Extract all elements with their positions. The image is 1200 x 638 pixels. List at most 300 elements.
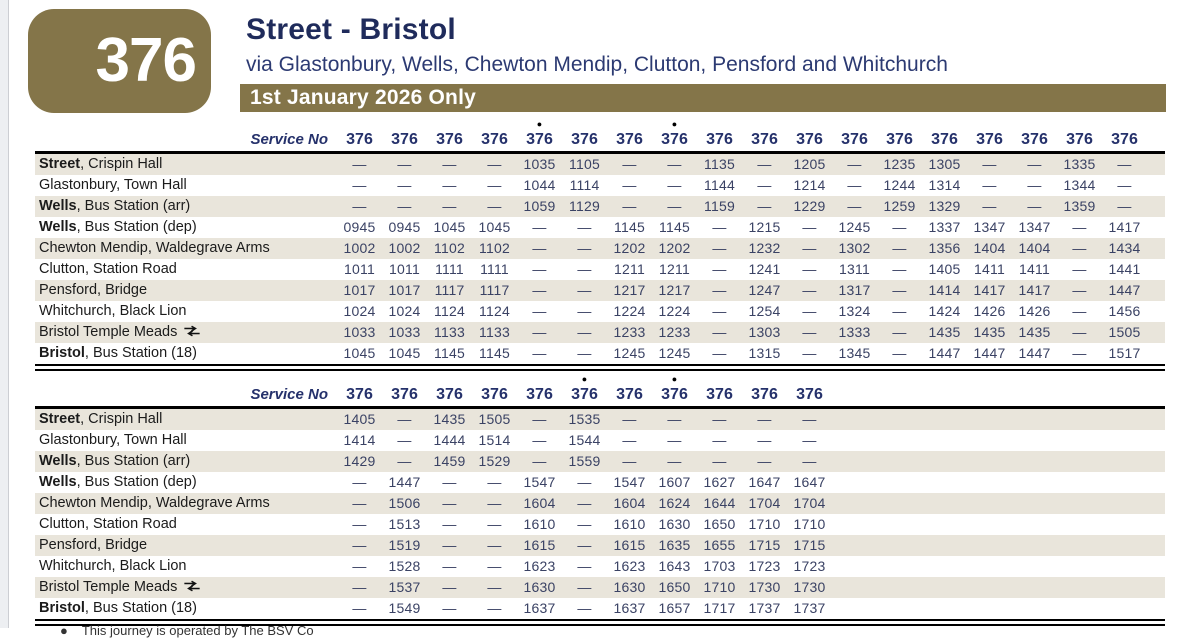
- time-cell: [922, 430, 967, 451]
- dot-empty: [562, 118, 607, 130]
- service-number-cell: 376: [796, 386, 823, 403]
- dot-empty: [337, 373, 382, 385]
- service-number-cell: 376: [661, 386, 688, 403]
- time-cell: 1447: [388, 474, 421, 490]
- time-cell: [877, 430, 922, 451]
- time-cell: 1647: [793, 474, 826, 490]
- time-cell: 1514: [478, 432, 511, 448]
- service-number-header-row: [35, 385, 1165, 409]
- time-cell: —: [532, 303, 547, 319]
- time-cell: 1224: [613, 303, 646, 319]
- time-cell: [1102, 535, 1147, 556]
- dots-spacer: [35, 118, 337, 130]
- stop-name: Bristol Temple Meads: [35, 322, 337, 343]
- time-cell: 1405: [928, 261, 961, 277]
- time-cell: 1424: [928, 303, 961, 319]
- time-cell: —: [352, 177, 367, 193]
- stop-name: Bristol, Bus Station (18): [39, 345, 197, 361]
- time-cell: —: [532, 345, 547, 361]
- time-cell: 1254: [748, 303, 781, 319]
- time-cell: 1105: [569, 156, 600, 172]
- time-cell: 1305: [928, 156, 961, 172]
- time-cell: —: [442, 600, 457, 616]
- time-cell: 1513: [388, 516, 421, 532]
- time-cell: 1102: [434, 240, 465, 256]
- stop-name: Clutton, Station Road: [39, 516, 177, 532]
- time-cell: [1102, 430, 1147, 451]
- time-cell: 1637: [613, 600, 646, 616]
- time-cell: 1704: [748, 495, 781, 511]
- time-cell: [1012, 472, 1057, 493]
- time-cell: [922, 514, 967, 535]
- time-cell: 1217: [613, 282, 646, 298]
- time-cell: —: [532, 411, 547, 427]
- time-cell: 1129: [569, 198, 600, 214]
- time-cell: —: [1072, 345, 1087, 361]
- time-cell: 1623: [523, 558, 556, 574]
- time-cell: —: [442, 198, 457, 214]
- time-cell: —: [712, 303, 727, 319]
- time-cell: 1717: [703, 600, 736, 616]
- stop-row: [35, 238, 1165, 259]
- timetable-morning: [35, 118, 1165, 371]
- time-cell: —: [352, 198, 367, 214]
- time-cell: [877, 451, 922, 472]
- time-cell: [1057, 430, 1102, 451]
- time-cell: 1347: [1018, 219, 1051, 235]
- time-cell: 1347: [973, 219, 1006, 235]
- dot-empty: [967, 373, 1012, 385]
- time-cell: —: [442, 558, 457, 574]
- service-number-cell: [1057, 385, 1102, 406]
- time-cell: 1435: [1018, 324, 1051, 340]
- time-cell: —: [802, 240, 817, 256]
- service-number-cell: 376: [526, 386, 553, 403]
- time-cell: 1505: [478, 411, 511, 427]
- time-cell: —: [1117, 177, 1132, 193]
- service-number-cell: 376: [751, 131, 778, 148]
- time-cell: —: [577, 324, 592, 340]
- time-cell: —: [397, 198, 412, 214]
- time-cell: [1057, 577, 1102, 598]
- service-number-cell: 376: [886, 131, 913, 148]
- time-cell: 1044: [523, 177, 556, 193]
- time-cell: 1447: [928, 345, 961, 361]
- journey-dots-row: [35, 373, 1165, 385]
- stop-row: [35, 343, 1165, 364]
- dot-empty: [742, 118, 787, 130]
- stop-name: Whitchurch, Black Lion: [39, 558, 187, 574]
- stop-row: [35, 472, 1165, 493]
- service-number-cell: 376: [976, 131, 1003, 148]
- time-cell: —: [712, 324, 727, 340]
- time-cell: 1011: [389, 261, 420, 277]
- dot-empty: [607, 118, 652, 130]
- time-cell: 1233: [613, 324, 646, 340]
- time-cell: 1235: [883, 156, 916, 172]
- time-cell: —: [352, 579, 367, 595]
- time-cell: [922, 472, 967, 493]
- stop-row: [35, 598, 1165, 619]
- time-cell: 1033: [388, 324, 421, 340]
- time-cell: 1547: [613, 474, 646, 490]
- time-cell: —: [802, 324, 817, 340]
- time-cell: 1059: [523, 198, 556, 214]
- dot-empty: [1012, 118, 1057, 130]
- journey-dot-icon: ●: [671, 119, 678, 129]
- service-number-cell: 376: [481, 386, 508, 403]
- time-cell: 1214: [793, 177, 826, 193]
- time-cell: 1245: [658, 345, 691, 361]
- time-cell: 1232: [748, 240, 781, 256]
- time-cell: —: [1072, 240, 1087, 256]
- time-cell: 1630: [523, 579, 556, 595]
- time-cell: [832, 430, 877, 451]
- time-cell: 1528: [388, 558, 421, 574]
- time-cell: 1715: [793, 537, 826, 553]
- time-cell: —: [712, 282, 727, 298]
- time-cell: [1057, 493, 1102, 514]
- time-cell: —: [712, 219, 727, 235]
- stop-name: Wells, Bus Station (arr): [39, 198, 191, 214]
- time-cell: —: [892, 240, 907, 256]
- time-cell: —: [487, 558, 502, 574]
- service-number-cell: 376: [571, 386, 598, 403]
- stop-row: [35, 217, 1165, 238]
- time-cell: [877, 472, 922, 493]
- time-cell: —: [892, 261, 907, 277]
- time-cell: —: [1027, 177, 1042, 193]
- time-cell: —: [757, 411, 772, 427]
- time-cell: —: [532, 282, 547, 298]
- time-cell: 1133: [434, 324, 465, 340]
- time-cell: 1537: [388, 579, 421, 595]
- time-cell: 1647: [748, 474, 781, 490]
- stop-name: Pensford, Bridge: [39, 537, 148, 553]
- time-cell: 1610: [613, 516, 646, 532]
- national-rail-icon: [183, 580, 201, 592]
- time-cell: —: [757, 453, 772, 469]
- time-cell: —: [532, 453, 547, 469]
- time-cell: 1627: [703, 474, 736, 490]
- time-cell: 1456: [1108, 303, 1141, 319]
- time-cell: [1102, 577, 1147, 598]
- time-cell: 1737: [793, 600, 826, 616]
- dot-empty: [427, 373, 472, 385]
- time-cell: 1244: [883, 177, 916, 193]
- time-cell: —: [577, 495, 592, 511]
- service-number-cell: 376: [616, 386, 643, 403]
- time-cell: 1637: [523, 600, 556, 616]
- time-cell: —: [397, 453, 412, 469]
- time-cell: 1435: [433, 411, 466, 427]
- time-cell: —: [847, 156, 862, 172]
- time-cell: —: [892, 324, 907, 340]
- time-cell: [922, 409, 967, 430]
- stop-row: [35, 301, 1165, 322]
- time-cell: —: [532, 432, 547, 448]
- time-cell: 1124: [479, 303, 510, 319]
- time-cell: 1114: [569, 177, 600, 193]
- time-cell: 1630: [613, 579, 646, 595]
- time-cell: —: [352, 156, 367, 172]
- time-cell: —: [352, 495, 367, 511]
- time-cell: [922, 535, 967, 556]
- service-no-label: Service No: [250, 131, 328, 148]
- time-cell: —: [712, 432, 727, 448]
- time-cell: —: [667, 156, 682, 172]
- time-cell: 1211: [659, 261, 690, 277]
- time-cell: —: [667, 177, 682, 193]
- dot-empty: [1057, 373, 1102, 385]
- national-rail-icon: [183, 325, 201, 337]
- service-number-cell: 376: [571, 131, 598, 148]
- time-cell: 1435: [928, 324, 961, 340]
- time-cell: [1057, 598, 1102, 619]
- time-cell: [832, 472, 877, 493]
- time-cell: [832, 451, 877, 472]
- time-cell: 1610: [523, 516, 556, 532]
- time-cell: 1111: [435, 261, 464, 277]
- time-cell: —: [487, 516, 502, 532]
- footnote-dot-icon: ●: [60, 623, 68, 638]
- time-cell: [877, 598, 922, 619]
- time-cell: 1345: [838, 345, 871, 361]
- time-cell: —: [757, 177, 772, 193]
- time-cell: [1102, 472, 1147, 493]
- time-cell: —: [577, 558, 592, 574]
- time-cell: [1102, 409, 1147, 430]
- time-cell: 1356: [928, 240, 961, 256]
- time-cell: 1205: [793, 156, 826, 172]
- time-cell: 1417: [1108, 219, 1141, 235]
- time-cell: —: [1072, 261, 1087, 277]
- stop-name: Glastonbury, Town Hall: [39, 432, 187, 448]
- time-cell: —: [577, 345, 592, 361]
- stop-row: [35, 556, 1165, 577]
- dot-empty: [607, 373, 652, 385]
- service-no-label: Service No: [250, 386, 328, 403]
- time-cell: 1359: [1063, 198, 1096, 214]
- time-cell: [1057, 514, 1102, 535]
- stop-name: Street, Crispin Hall: [39, 156, 163, 172]
- time-cell: [922, 598, 967, 619]
- time-cell: 1544: [568, 432, 601, 448]
- time-cell: —: [487, 537, 502, 553]
- time-cell: [922, 493, 967, 514]
- time-cell: 1404: [1018, 240, 1051, 256]
- stop-name: Bristol Temple Meads: [35, 577, 337, 598]
- dot-empty: [472, 373, 517, 385]
- time-cell: 1247: [748, 282, 781, 298]
- time-cell: 1414: [928, 282, 961, 298]
- time-cell: 1217: [658, 282, 691, 298]
- time-cell: —: [487, 177, 502, 193]
- time-cell: —: [712, 411, 727, 427]
- time-cell: 1333: [838, 324, 871, 340]
- time-cell: 1535: [568, 411, 601, 427]
- time-cell: [1102, 451, 1147, 472]
- time-cell: —: [487, 474, 502, 490]
- time-cell: 1215: [748, 219, 781, 235]
- time-cell: 1704: [793, 495, 826, 511]
- time-cell: —: [892, 345, 907, 361]
- time-cell: 1506: [388, 495, 421, 511]
- stop-row: [35, 535, 1165, 556]
- stop-row: [35, 259, 1165, 280]
- time-cell: 1623: [613, 558, 646, 574]
- time-cell: —: [847, 198, 862, 214]
- time-cell: 1117: [479, 282, 510, 298]
- time-cell: 1404: [973, 240, 1006, 256]
- time-cell: [832, 577, 877, 598]
- time-cell: [1012, 598, 1057, 619]
- time-cell: 1311: [839, 261, 870, 277]
- time-cell: 1604: [613, 495, 646, 511]
- time-cell: —: [487, 156, 502, 172]
- service-number-cell: [1102, 385, 1147, 406]
- time-cell: —: [352, 600, 367, 616]
- time-cell: —: [757, 156, 772, 172]
- stop-name: Street, Crispin Hall: [39, 411, 163, 427]
- time-cell: —: [622, 177, 637, 193]
- time-cell: —: [577, 303, 592, 319]
- time-cell: [967, 535, 1012, 556]
- dot-empty: [877, 373, 922, 385]
- journey-dot-icon: ●: [581, 374, 588, 384]
- time-cell: [877, 493, 922, 514]
- time-cell: 1144: [704, 177, 735, 193]
- table-end-rule: [35, 364, 1165, 371]
- time-cell: —: [622, 198, 637, 214]
- time-cell: —: [1027, 198, 1042, 214]
- time-cell: —: [397, 156, 412, 172]
- time-cell: —: [892, 303, 907, 319]
- time-cell: 1314: [928, 177, 961, 193]
- time-cell: 1723: [748, 558, 781, 574]
- time-cell: [1102, 556, 1147, 577]
- service-number-cell: 376: [436, 386, 463, 403]
- time-cell: 1245: [613, 345, 646, 361]
- time-cell: —: [802, 432, 817, 448]
- time-cell: 1657: [658, 600, 691, 616]
- time-cell: —: [667, 198, 682, 214]
- time-cell: —: [397, 411, 412, 427]
- time-cell: 1202: [613, 240, 646, 256]
- time-cell: 1245: [838, 219, 871, 235]
- time-cell: 1045: [433, 219, 466, 235]
- time-cell: 1547: [523, 474, 556, 490]
- time-cell: [967, 409, 1012, 430]
- time-cell: 1344: [1063, 177, 1096, 193]
- time-cell: 1011: [344, 261, 375, 277]
- dot-empty: [1102, 118, 1147, 130]
- time-cell: [922, 577, 967, 598]
- time-cell: —: [982, 156, 997, 172]
- time-cell: [1012, 493, 1057, 514]
- stop-name: Bristol, Bus Station (18): [39, 600, 197, 616]
- time-cell: —: [802, 219, 817, 235]
- time-cell: [922, 451, 967, 472]
- time-cell: [967, 598, 1012, 619]
- service-number-cell: 376: [436, 131, 463, 148]
- service-number-cell: 376: [616, 131, 643, 148]
- time-cell: 1324: [838, 303, 871, 319]
- time-cell: —: [397, 432, 412, 448]
- dot-empty: [517, 373, 562, 385]
- time-cell: 1337: [928, 219, 961, 235]
- time-cell: 1710: [748, 516, 781, 532]
- time-cell: —: [667, 453, 682, 469]
- journey-dot-icon: ●: [536, 119, 543, 129]
- time-cell: [832, 556, 877, 577]
- dot-empty: [742, 373, 787, 385]
- time-cell: [1012, 451, 1057, 472]
- time-cell: —: [802, 345, 817, 361]
- dot-empty: [832, 373, 877, 385]
- route-subtitle: via Glastonbury, Wells, Chewton Mendip, Clutton, Pensford and Whitchurch: [246, 53, 948, 76]
- time-cell: 0945: [388, 219, 421, 235]
- time-cell: 1303: [748, 324, 781, 340]
- stop-name: Chewton Mendip, Waldegrave Arms: [39, 495, 270, 511]
- time-cell: —: [577, 240, 592, 256]
- time-cell: [832, 598, 877, 619]
- time-cell: —: [442, 177, 457, 193]
- time-cell: [1102, 598, 1147, 619]
- time-cell: [877, 577, 922, 598]
- time-cell: —: [487, 600, 502, 616]
- time-cell: 1644: [703, 495, 736, 511]
- time-cell: —: [442, 516, 457, 532]
- time-cell: 1045: [343, 345, 376, 361]
- service-number-cell: 376: [751, 386, 778, 403]
- time-cell: [967, 430, 1012, 451]
- time-cell: [877, 409, 922, 430]
- time-cell: —: [442, 579, 457, 595]
- time-cell: —: [577, 474, 592, 490]
- time-cell: 1035: [523, 156, 556, 172]
- service-number-cell: 376: [1021, 131, 1048, 148]
- time-cell: [922, 556, 967, 577]
- stop-name: Wells, Bus Station (dep): [39, 219, 197, 235]
- service-number-cell: 376: [841, 131, 868, 148]
- service-number-cell: [832, 385, 877, 406]
- time-cell: 1650: [703, 516, 736, 532]
- time-cell: 1441: [1108, 261, 1141, 277]
- time-cell: —: [487, 579, 502, 595]
- stop-name: Whitchurch, Black Lion: [39, 303, 187, 319]
- time-cell: 1517: [1108, 345, 1141, 361]
- service-number-cell: 376: [706, 131, 733, 148]
- stop-row: [35, 175, 1165, 196]
- time-cell: —: [982, 177, 997, 193]
- time-cell: —: [712, 240, 727, 256]
- time-cell: 1737: [748, 600, 781, 616]
- time-cell: [877, 514, 922, 535]
- time-cell: —: [622, 156, 637, 172]
- time-cell: 1559: [568, 453, 601, 469]
- time-cell: —: [442, 537, 457, 553]
- time-cell: 1703: [703, 558, 736, 574]
- time-cell: 0945: [343, 219, 376, 235]
- time-cell: 1411: [974, 261, 1005, 277]
- time-cell: [1012, 409, 1057, 430]
- time-cell: —: [397, 177, 412, 193]
- time-cell: 1211: [614, 261, 645, 277]
- time-cell: 1655: [703, 537, 736, 553]
- time-cell: —: [622, 453, 637, 469]
- time-cell: 1202: [658, 240, 691, 256]
